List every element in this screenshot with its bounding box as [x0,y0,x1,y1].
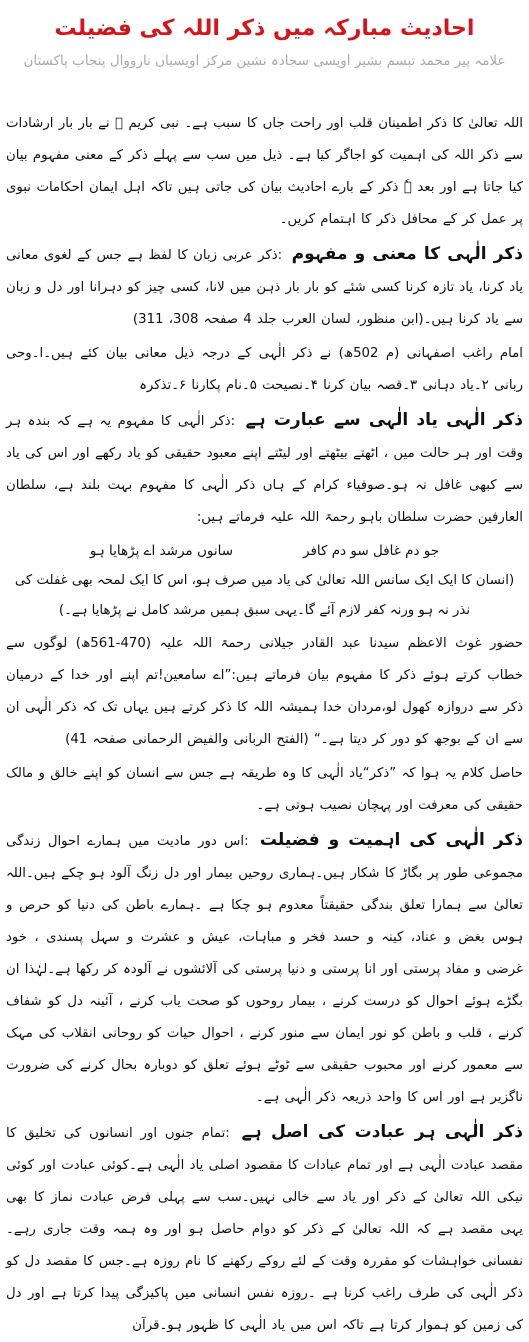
article-paragraph [6,824,523,1114]
article-paragraph [6,338,523,402]
author-byline: علامہ پیر محمد تبسم بشیر اویسی سجادہ نشین مرکز اویسیاں نارووال پنجاب پاکستان [23,53,506,69]
paragraph-text: :اس دور مادیت میں ہمارے احوال زندگی مجموعی طور پر بگاڑ کا شکار ہیں۔ہماری روحیں بیمار اور دل زنگ آلود ہو چکے ہیں۔اللہ تعالیٰ سے ہمارا تعلق بندگی حقیقتاً معدوم ہو چکا ہے ۔ہمارے باطن کی دنیا کو حرص و ہوس بغض و عناد، کینہ و حسد فخر و مباہات، عیش و عشرت و سہل پسندی ، خود غرضی و مفاد پرستی اور انا پرستی و دنیا پرستی کی آلائشوں نے آلودہ کر رکھا ہے۔لہٰذا ان بگڑے ہوئے احوال کو درست کرنے ، بیمار روحوں کو صحت یاب کرنے ، آئینہ دل کو شفاف کرنے ، قلب و باطن کو نور ایمان سے منور کرنے ، احوال حیات کو روحانی انقلاب کی مہک سے معمور کرنے اور محبوب حقیقی سے ٹوٹے ہوئے تعلق کو دوبارہ بحال کرنے کی ضرورت ناگزیر ہے اور اس کا واحد ذریعہ ذکر الٰہی ہے۔ [6,834,523,1105]
poetry-verse [6,536,523,566]
article-paragraph [6,108,523,236]
paragraph-text: :تمام جنوں اور انسانوں کی تخلیق کا مقصد عبادت الٰہی ہے اور تمام عبادات کا مقصود اصلی یاد الٰہی ہے۔کوئی عبادت اور کوئی نیکی اللہ تعالیٰ کے ذکر اور یاد سے خالی نہیں۔سب سے پہلی فرض عبادت نماز کا بھی یہی مقصد ہے کہ اللہ تعالیٰ کے ذکر کو دوام حاصل ہو اور وہ ہمہ وقت جاری رہے۔نفسانی خواہشات کو مقررہ وقت کے لئے روکے رکھنے کا نام روزہ ہے۔جس کا مقصد دل کو ذکر الٰہی کی طرف راغب کرنا ہے ۔روزہ نفس انسانی میں پاکیزگی پیدا کرتا ہے اور دل کی زمین کو ہموار کرتا ہے تاکہ اس میں یاد الٰہی کا ظہور ہو۔قرآن [6,1126,523,1333]
article-paragraph [6,238,523,336]
paragraph-text: حاصل کلام یہ ہوا کہ ”ذکر“یاد الٰہی کا وہ طریقہ ہے جس سے انسان کو اپنے خالق و مالک حقیقی کی معرفت اور پہچان نصیب ہوتی ہے۔ [6,766,523,813]
article-paragraph [6,628,523,756]
verse-translation: (انسان کا ایک ایک سانس اللہ تعالیٰ کی یاد میں صرف ہو، اس کا ایک لمحہ بھی غفلت کی نذر نہ ہو ورنہ کفر لازم آئے گا۔یہی سبق ہمیں مرشد کامل نے پڑھایا ہے۔) [14,573,515,618]
verse-line-left: سانوں مرشد اے پڑھایا ہو [89,543,234,559]
article-paragraph [6,1116,523,1342]
article-paragraph [6,404,523,534]
section-heading: ذکر الٰہی کی اہمیت و فضیلت [259,830,523,850]
verse-line-right: جو دم غافل سو دم کافر [303,543,440,559]
article-title: احادیث مبارکہ میں ذکر اللہ کی فضیلت [54,16,475,41]
paragraph-text: :ذکر عربی زبان کا لفظ ہے جس کے لغوی معانی یاد کرنا، یاد تازہ کرنا کسی شئے کو بار بار ذہن میں لانا، کسی چیز کو دہرانا اور دل و زبان سے یاد کرنا ہیں۔(ابن منظور، لسان العرب جلد 4 صفحہ 308، 311) [6,248,523,327]
paragraph-text: :ذکر الٰہی کا مفہوم یہ ہے کہ بندہ ہر وقت اور ہر حالت میں ، اٹھتے بیٹھتے اور لیٹتے اپنے معبود حقیقی کو یاد رکھے اور اس کی یاد سے کبھی غافل نہ ہو۔صوفیاء کرام کے ہاں ذکر الٰہی کا مفہوم بہت بلند ہے، سلطان العارفین حضرت سلطان باہو رحمۃ اللہ علیہ فرماتے ہیں: [6,414,523,525]
article-paragraph [6,758,523,822]
section-heading: ذکر الٰہی ہر عبادت کی اصل ہے [241,1122,524,1142]
paragraph-text: امام راغب اصفہانی (م 502ھ) نے ذکر الٰہی کے درجہ ذیل معانی بیان کئے ہیں۔ا۔وحی ربانی ۲۔یاد دہانی ۳۔قصہ بیان کرنا ۴۔نصیحت ۵۔نام پکارنا ۶۔تذکرہ [6,346,523,393]
section-heading: ذکر الٰہی یاد الٰہی سے عبارت ہے [245,410,523,430]
paragraph-text: حضور غوث الاعظم سیدنا عبد القادر جیلانی رحمۃ اللہ علیہ (470-561ھ) لوگوں سے خطاب کرتے ہوئے ذکر کا مفہوم بیان فرماتے ہیں:”اے سامعین!تم اپنے اور خدا کے درمیان ذکر سے دروازہ کھول لو،مردان خدا ہمیشہ اللہ کا ذکر کرتے ہیں یہاں تک کہ ذکر الٰہی ان سے ان کے بوجھ کو دور کر دیتا ہے۔“ (الفتح الربانی والفیض الرحمانی صفحہ 41) [6,636,523,747]
section-heading: ذکر الٰہی کا معنی و مفہوم [291,244,523,264]
paragraph-text: اللہ تعالیٰ کا ذکر اطمینان قلب اور راحت جاں کا سبب ہے۔ نبی کریم ﷺ نے بار بار ارشادات سے ذکر اللہ کی اہمیت کو اجاگر کیا ہے۔ ذیل میں سب سے پہلے ذکر کے معنی مفہوم بیان کیا جاتا ہے اور بعد ہٗ ذکر کے بارے احادیث بیان کی جاتی ہیں تاکہ اہل ایمان احکامات نبوی پر عمل کر کے محافل ذکر کا اہتمام کریں۔ [6,116,523,227]
